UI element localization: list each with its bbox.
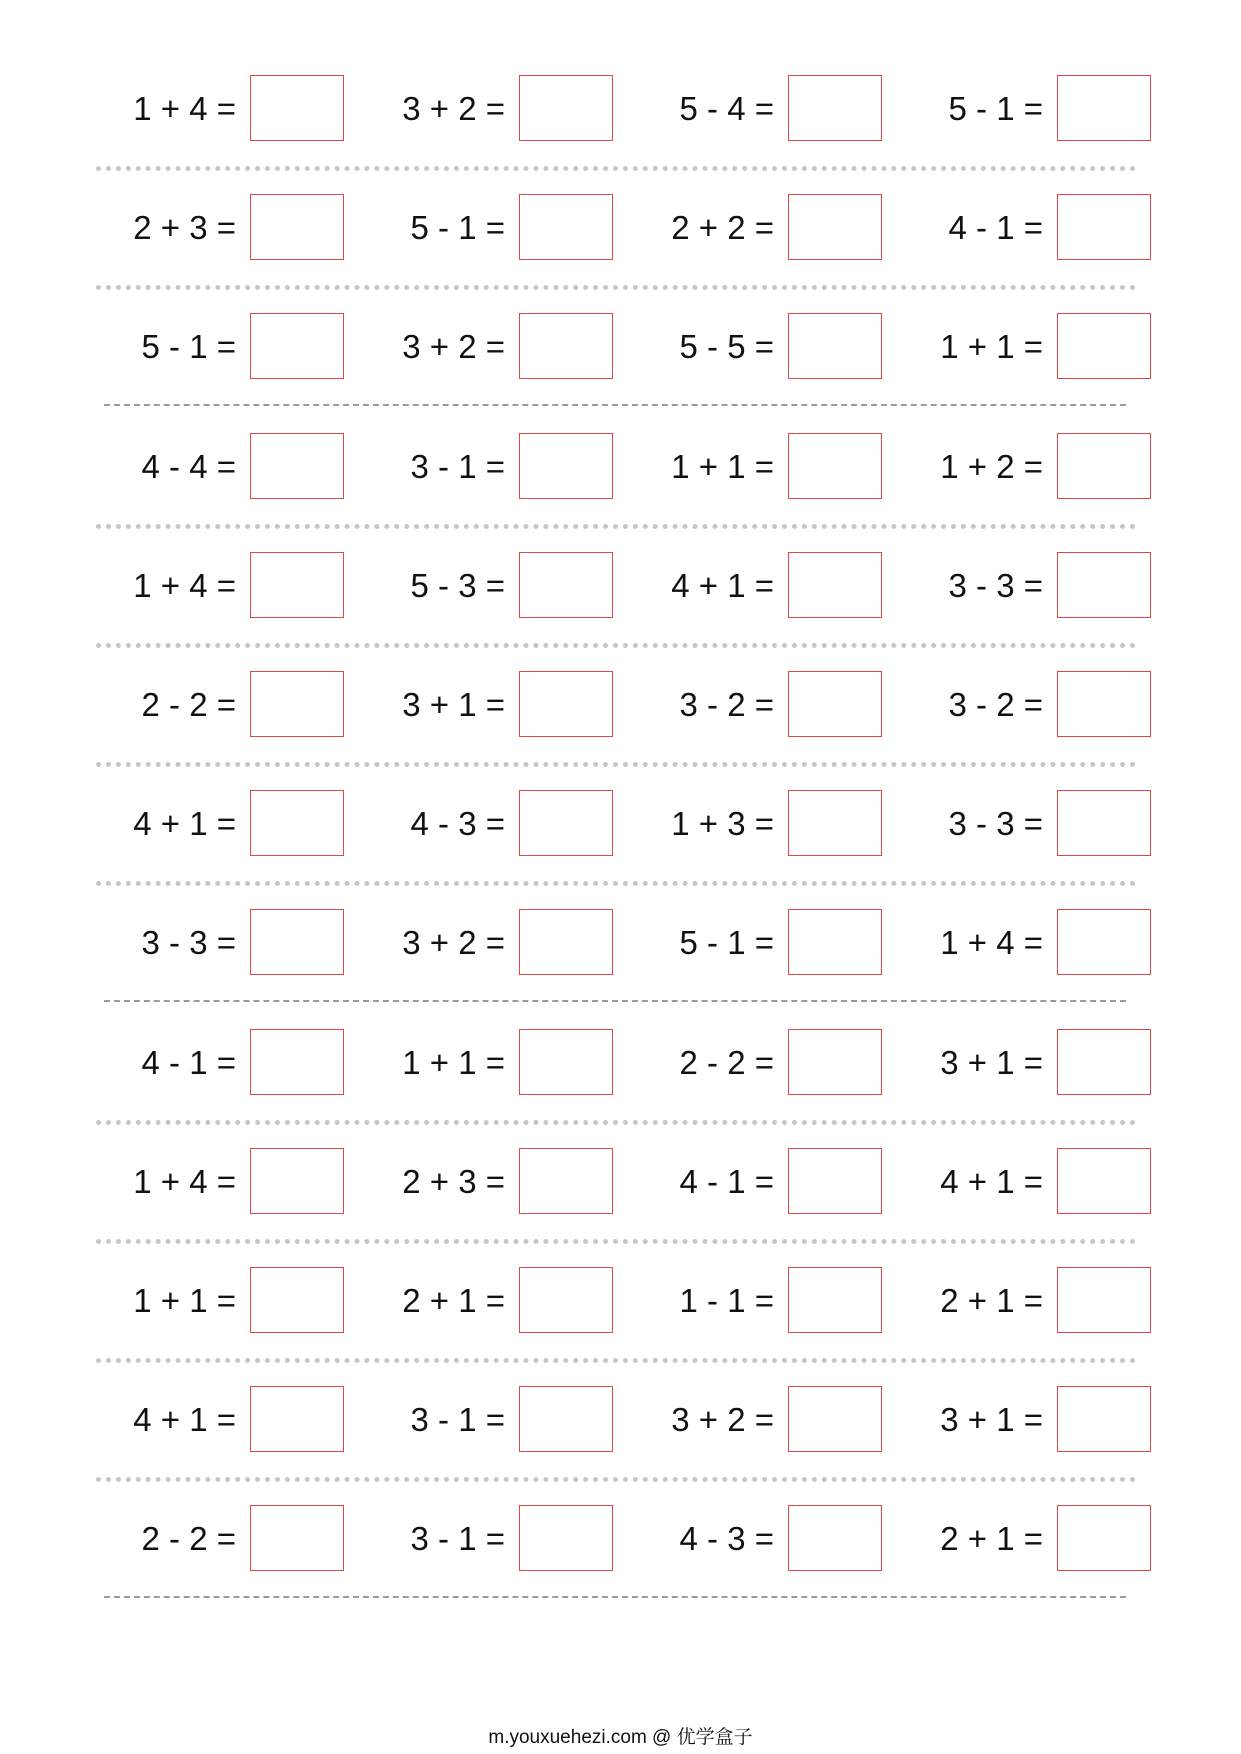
math-problem [831, 194, 1151, 262]
math-problem [831, 909, 1151, 977]
problem-row [0, 909, 1241, 977]
problem-expression: 3 - 1 = [410, 447, 505, 485]
answer-box[interactable] [1057, 75, 1151, 141]
problem-expression: 3 + 1 = [402, 686, 505, 723]
dotted-separator [96, 285, 1136, 290]
dashed-separator [104, 1596, 1126, 1598]
dotted-separator [96, 1239, 1136, 1244]
problem-expression: 2 - 2 = [141, 1520, 236, 1558]
dotted-separator [96, 524, 1136, 529]
problem-expression: 4 + 1 = [133, 805, 236, 843]
problem-expression: 3 + 2 = [402, 924, 505, 962]
dotted-separator [96, 762, 1136, 767]
problem-row [0, 75, 1241, 143]
math-problem [831, 313, 1151, 381]
problem-expression: 5 - 3 = [410, 566, 505, 604]
problem-expression: 1 + 2 = [940, 447, 1043, 485]
dashed-separator [104, 1000, 1126, 1002]
problem-expression: 4 - 1 = [948, 209, 1043, 247]
problem-row [0, 313, 1241, 381]
problem-expression: 5 - 1 = [410, 209, 505, 247]
problem-expression: 1 + 1 = [133, 1282, 236, 1319]
problem-expression: 4 - 4 = [141, 447, 236, 485]
problem-expression: 1 - 1 = [679, 1282, 774, 1319]
math-problem [831, 1267, 1151, 1335]
problem-row [0, 1505, 1241, 1573]
problem-expression: 5 - 1 = [141, 328, 236, 366]
dotted-separator [96, 1358, 1136, 1363]
problem-expression: 1 + 1 = [671, 447, 774, 485]
problem-expression: 2 + 3 = [402, 1162, 505, 1200]
problem-expression: 2 + 1 = [402, 1282, 505, 1319]
dotted-separator [96, 1120, 1136, 1125]
problem-expression: 4 - 3 = [410, 805, 505, 843]
problem-expression: 5 - 5 = [679, 328, 774, 366]
problem-row [0, 1386, 1241, 1454]
problem-expression: 4 - 1 = [679, 1162, 774, 1200]
problem-expression: 5 - 4 = [679, 90, 774, 127]
problem-expression: 3 - 1 = [410, 1401, 505, 1439]
math-problem [831, 1148, 1151, 1216]
problem-expression: 2 - 2 = [679, 1043, 774, 1081]
problem-expression: 1 + 3 = [671, 805, 774, 843]
math-problem [831, 75, 1151, 143]
math-problem [831, 1386, 1151, 1454]
problem-expression: 1 + 4 = [133, 1162, 236, 1200]
problem-expression: 2 + 2 = [671, 209, 774, 247]
problem-expression: 1 + 4 = [133, 90, 236, 127]
problem-row [0, 433, 1241, 501]
problem-row [0, 671, 1241, 739]
dotted-separator [96, 166, 1136, 171]
dotted-separator [96, 643, 1136, 648]
math-problem [831, 671, 1151, 739]
math-problem [831, 552, 1151, 620]
problem-expression: 5 - 1 = [948, 90, 1043, 127]
answer-box[interactable] [1057, 1029, 1151, 1095]
problem-row [0, 194, 1241, 262]
problem-expression: 1 + 4 = [133, 566, 236, 604]
math-problem [831, 1505, 1151, 1573]
problem-row [0, 552, 1241, 620]
dotted-separator [96, 1477, 1136, 1482]
problem-expression: 4 - 3 = [679, 1520, 774, 1558]
answer-box[interactable] [1057, 552, 1151, 618]
answer-box[interactable] [1057, 194, 1151, 260]
problem-expression: 4 + 1 = [940, 1162, 1043, 1200]
problem-expression: 3 - 1 = [410, 1520, 505, 1558]
problem-expression: 3 - 2 = [679, 686, 774, 723]
answer-box[interactable] [1057, 671, 1151, 737]
problem-expression: 3 + 2 = [671, 1401, 774, 1439]
answer-box[interactable] [1057, 1267, 1151, 1333]
math-problem [831, 790, 1151, 858]
problem-row [0, 1267, 1241, 1335]
answer-box[interactable] [1057, 909, 1151, 975]
problem-expression: 5 - 1 = [679, 924, 774, 962]
problem-expression: 3 + 2 = [402, 90, 505, 127]
problem-expression: 2 - 2 = [141, 686, 236, 723]
problem-row [0, 1148, 1241, 1216]
answer-box[interactable] [1057, 790, 1151, 856]
answer-box[interactable] [1057, 433, 1151, 499]
math-problem [831, 1029, 1151, 1097]
problem-row [0, 1029, 1241, 1097]
problem-expression: 3 + 1 = [940, 1043, 1043, 1081]
answer-box[interactable] [1057, 1505, 1151, 1571]
footer-watermark: m.youxuehezi.com @ 优学盒子 [488, 1727, 753, 1748]
problem-expression: 1 + 1 = [402, 1043, 505, 1081]
math-problem [831, 433, 1151, 501]
problem-expression: 3 + 2 = [402, 328, 505, 366]
problem-expression: 3 - 3 = [948, 805, 1043, 843]
problem-expression: 3 + 1 = [940, 1401, 1043, 1439]
problem-expression: 3 - 3 = [948, 566, 1043, 604]
problem-expression: 1 + 1 = [940, 328, 1043, 366]
problem-expression: 3 - 2 = [948, 686, 1043, 723]
answer-box[interactable] [1057, 313, 1151, 379]
problem-expression: 2 + 3 = [133, 209, 236, 247]
problem-expression: 4 - 1 = [141, 1043, 236, 1081]
problem-expression: 4 + 1 = [133, 1401, 236, 1439]
problem-row [0, 790, 1241, 858]
problem-expression: 2 + 1 = [940, 1520, 1043, 1558]
dashed-separator [104, 404, 1126, 406]
dotted-separator [96, 881, 1136, 886]
problem-expression: 4 + 1 = [671, 566, 774, 604]
answer-box[interactable] [1057, 1148, 1151, 1214]
answer-box[interactable] [1057, 1386, 1151, 1452]
problem-expression: 2 + 1 = [940, 1282, 1043, 1319]
problem-expression: 3 - 3 = [141, 924, 236, 962]
problem-expression: 1 + 4 = [940, 924, 1043, 962]
